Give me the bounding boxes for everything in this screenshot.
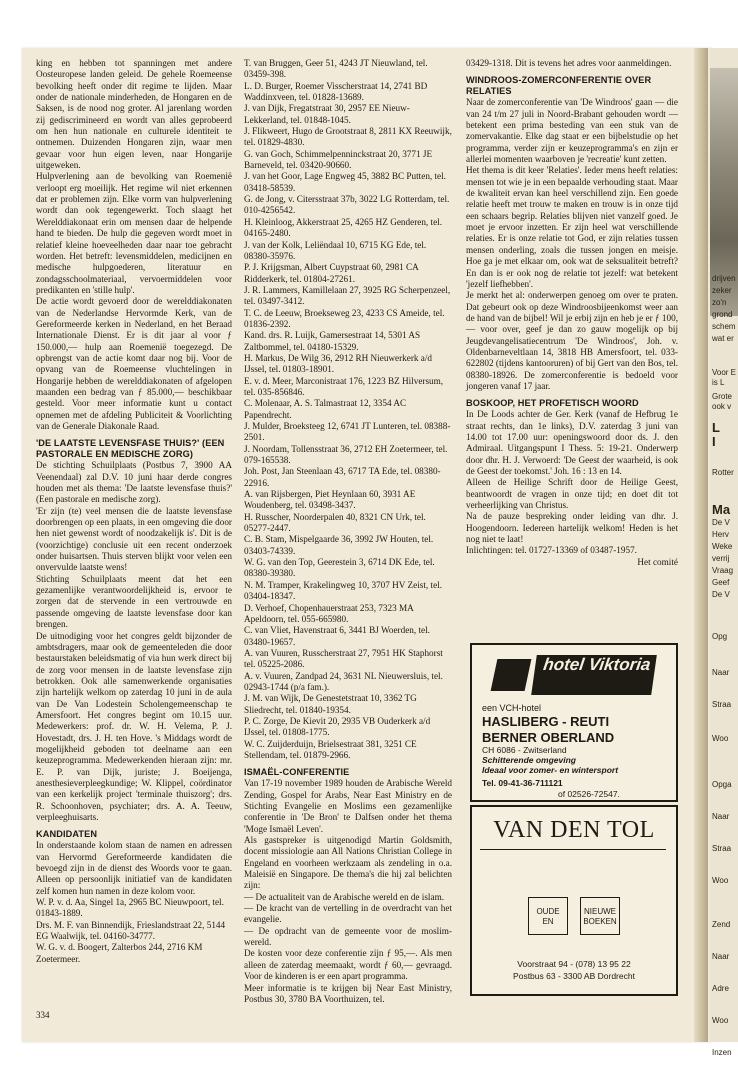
candidate-entry: J. van het Goor, Lage Engweg 45, 3882 BC Putten, tel. 03418-58539. — [244, 171, 446, 193]
paragraph: 'Er zijn (te) veel mensen die de laatste levensfase doorbrengen op een plaats, in een omgeving die door hen niet gewenst wordt of noodzakelijk is'. Dit is de (voorzichtige) conclusie uit een recent onderzoek onder huisartsen. Thuis sterven blijkt voor velen een onvervulde laatste wens! — [36, 505, 232, 573]
hotel-logo — [494, 655, 654, 695]
hotel-phone-1: Tel. 09-41-36-711121 — [482, 778, 563, 788]
hotel-place: HASLIBERG - REUTI — [482, 714, 610, 729]
edge-fragment: Opga — [712, 780, 732, 789]
candidate-entry: A. van Rijsbergen, Piet Heynlaan 60, 3931 AE Woudenberg, tel. 03498-3437. — [244, 489, 416, 511]
candidate-entry: Kand. drs. R. Luijk, Gamersestraat 14, 5301 AS Zaltbommel, tel. 04180-15329. — [244, 330, 421, 352]
edge-fragment: Straa — [712, 844, 732, 853]
edge-fragment: De V — [712, 518, 730, 527]
bookshop-address: Voorstraat 94 - (078) 13 95 22 — [517, 959, 631, 969]
candidate-entry: A. v. Vuuren, Zandpad 24, 3631 NL Nieuwersluis, tel. 02943-1744 (p/a fam.). — [244, 670, 443, 692]
paragraph: In De Loods achter de Ger. Kerk (vanaf de Hefbrug 1e straat rechts, dan 1e links), D.V. zaterdag 3 juni van 14.00 tot 17.00 uur: openingswoord door ds. J. den Admiraal. Uitgangspunt I Thess. 5: 19-21. Onderwerp door dhr. H. J. Verwoerd: 'De Geest der waarheid, is ook de Geest der toekomst.' Joh. 16 : 13 en 14. — [466, 409, 678, 476]
paragraph: Hulpverlening aan de bevolking van Roemenië verloopt erg moeilijk. Het regime wil niet erkennen dat er problemen zijn. Elke vorm van hulpverlening wordt dan ook tegengewerkt. Toch slaagt het Werelddiakonaat erin om mensen daar de helpende hand te bieden. De hulp die gegeven wordt moet in relatief kleine hoeveelheden daar naar toe gebracht worden. Het betreft: levensmiddelen, medicijnen en medische hulpgoederen, literatuur en zondagsschoolmateriaal, vervoermiddelen voor predikanten en 'stille hulp'. — [36, 171, 232, 295]
edge-fragment: I — [712, 434, 716, 449]
paragraph: Inlichtingen: tel. 01727-13369 of 03487-1957. — [466, 545, 637, 556]
section-heading: WINDROOS-ZOMERCONFERENTIE OVER RELATIES — [466, 75, 652, 97]
hotel-logo-mark-icon — [491, 659, 532, 691]
adjacent-page-edge — [710, 48, 738, 1057]
page-number: 334 — [36, 1010, 50, 1020]
candidate-entry: C. Molenaar, A. S. Talmastraat 12, 3354 AC Papendrecht. — [244, 398, 407, 420]
edge-fragment: Weke — [712, 542, 733, 551]
paragraph: In onderstaande kolom staan de namen en adressen van Hervormd Gereformeerde kandidaten die bevoegd zijn in de dienst des Woords voor te gaan. Alleen op persoonlijk initiatief van de kandidaten zelf komen hun namen in deze kolom voor. — [36, 840, 232, 896]
bookshop-title: VAN DEN TOL — [493, 817, 655, 843]
edge-fragment: Woo — [712, 734, 729, 743]
candidate-entry: J. R. Lammers, Kamillelaan 27, 3925 RG Scherpenzeel, tel. 03497-3412. — [244, 284, 451, 307]
signature: Het comité — [637, 556, 678, 567]
paragraph: De stichting Schuilplaats (Postbus 7, 3900 AA Veenendaal) zal D.V. 10 juni haar derde congres houden met als thema: 'De laatste levensfase thuis?' (Een pastorale en medische zorg). — [36, 460, 232, 505]
book-icon-old — [528, 897, 568, 935]
edge-fragment: zeker — [712, 286, 732, 295]
paragraph: Na de pauze bespreking onder leiding van dhr. J. Hoogendoorn. Iedereen hartelijk welkom! Heden is het nog niet te laat! — [466, 511, 678, 545]
candidate-entry: H. Russcher, Noorderpalen 40, 8321 CN Urk, tel. 05277-2447. — [244, 511, 426, 534]
section-heading: KANDIDATEN — [36, 829, 98, 840]
candidate-entry: D. Verhoef, Chopenhauerstraat 253, 7323 MA Apeldoorn, tel. 055-665980. — [244, 602, 414, 624]
edge-fragment: verrij — [712, 554, 730, 563]
edge-fragment: Ma — [712, 502, 731, 517]
paragraph: Als gastspreker is uitgenodigd Martin Goldsmith, docent missiologie aan All Nations Christian College in Engeland en voorheen werkzaam als zendeling in o.a. Maleisië en Singapore. De thema's die hij zal belichten zijn: — [244, 835, 452, 891]
candidate-entry: J. van Dijk, Fregatstraat 30, 2957 EE Nieuw-Lekkerland, tel. 01848-1045. — [244, 103, 410, 125]
box2-line1: NIEUWE — [584, 907, 616, 916]
candidate-entry: C. van Vliet, Havenstraat 6, 3441 BJ Woerden, tel. 03480-19657. — [244, 625, 430, 647]
candidate-entry: Drs. M. F. van Binnendijk, Frieslandstraat 22, 5144 EG Waalwijk, tel. 04160-34777. — [36, 919, 226, 942]
edge-fragment: Inzen — [712, 1048, 732, 1057]
paragraph: Naar de zomerconferentie van 'De Windroos' gaan — die van 24 t/m 27 juli in Noord-Brabant gehouden wordt — betekent een prima besteding van een stuk van de zomervakantie. Elke dag staat er een bijbelstudie op het programma, verder zijn er keuzeprogramma's en zijn er allerlei momenten waarboven je 'recreatie' kunt zetten. — [466, 97, 678, 165]
edge-fragment: De V — [712, 590, 730, 599]
edge-fragment: Naar — [712, 812, 730, 821]
candidate-entry: N. M. Tramper, Krakelingweg 10, 3707 HV Zeist, tel. 03404-18347. — [244, 579, 442, 602]
candidate-entry: P. C. Zorge, De Kievit 20, 2935 VB Ouderkerk a/d IJssel, tel. 01808-1775. — [244, 715, 431, 738]
edge-fragment: L — [712, 420, 720, 435]
candidate-entry: A. van Vuuren, Russcherstraat 27, 7951 HK Staphorst tel. 05225-2086. — [244, 647, 443, 670]
paragraph: De actie wordt gevoerd door de werelddiakonaten van de Nederlandse Hervormde Kerk, van de Gereformeerde kerken in Nederland, en het Beraad Internationale Dienst. Er is dit jaar al voor ƒ 150.000,— hulp aan Roemenië toegezegd. De opbrengst van de actie komt daar nog bij. Voor de opvang van de Roemeense vluchtelingen in Hongarije hebben de werelddiakonaten of afgelopen maanden een bedrag van ƒ 85.000,— beschikbaar gesteld. Voor meer informatie kunt u contact opnemen met de afdeling Publiciteit & Voorlichting van de Generale Diakonale Raad. — [36, 296, 232, 431]
edge-fragment: Grote — [712, 392, 733, 401]
paragraph: — De actualiteit van de Arabische wereld en de islam. — [244, 891, 445, 902]
hotel-slogan-2: Ideaal voor zomer- en wintersport — [482, 765, 619, 775]
candidate-entry: C. B. Stam, Mispelgaarde 36, 3992 JW Houten, tel. 03403-74339. — [244, 534, 434, 556]
box1-line2: EN — [542, 917, 554, 926]
edge-fragment: Geef — [712, 578, 730, 587]
paragraph: Stichting Schuilplaats meent dat het een gezamenlijke verantwoordelijkheid is, ervoor te zorgen dat de stervende in een vertrouwde en passende omgeving de laatste levensfase door kan brengen. — [36, 573, 232, 630]
candidate-entry: H. Markus, De Wilg 36, 2912 RH Nieuwerkerk a/d IJssel, tel. 01803-18901. — [244, 352, 433, 375]
edge-fragment: Herv — [712, 530, 729, 539]
paragraph: Je merkt het al: onderwerpen genoeg om over te praten. Dat gebeurt ook op deze Windroosbijeenkomst weer aan de hand van de bijbel! Wil je erbij zijn en heb je er ƒ 100,— voor over, geef je dan zo gauw mogelijk op bij Jeugdevangelisatiecentrum 'De Windroos', Joh. v. Oldenbarneveltlaan 14, 3818 HB Amersfoort, tel. 033-622802 (tijdens kantooruren) of bij Gert van den Bos, tel. 08380-18926. De zomerconferentie is bedoeld voor jongeren vanaf 17 jaar. — [466, 290, 678, 391]
section-heading: 'DE LAATSTE LEVENSFASE THUIS?' (EEN PASTORALE EN MEDISCHE ZORG) — [36, 438, 225, 460]
candidate-entry: W. C. Zuijderduijn, Brielsestraat 381, 3251 CE Stellendam, tel. 01879-2966. — [244, 738, 417, 760]
candidate-entry: W. G. van den Top, Geerestein 3, 6714 DK Ede, tel. 08380-39380. — [244, 557, 435, 579]
candidate-entry: W. P. v. d. Aa, Singel 1a, 2965 BC Nieuwpoort, tel. 01843-1889. — [36, 897, 224, 919]
edge-fragment: Woo — [712, 876, 729, 885]
candidate-entry: G. van Goch, Schimmelpenninckstraat 20, 3771 JE Barneveld, tel. 03420-90660. — [244, 148, 433, 171]
edge-fragment: zo'n — [712, 298, 727, 307]
candidate-entry: L. D. Burger, Roemer Visscherstraat 14, 2741 BD Waddinxveen, tel. 01828-13689. — [244, 80, 428, 103]
paragraph: — De opdracht van de gemeente voor de moslim-wereld. — [244, 925, 452, 948]
candidate-entry: J. Mulder, Broeksteeg 12, 6741 JT Lunteren, tel. 08388-2501. — [244, 421, 451, 443]
candidate-entry: H. Kleinloog, Akkerstraat 25, 4265 HZ Genderen, tel. 04165-2480. — [244, 216, 442, 239]
candidate-entry: Joh. Post, Jan Steenlaan 43, 6717 TA Ede, tel. 08380-22916. — [244, 466, 441, 488]
bookshop-postbus: Postbus 63 - 3300 AB Dordrecht — [513, 971, 635, 981]
paragraph: 03429-1318. Dit is tevens het adres voor aanmeldingen. — [466, 58, 672, 68]
edge-fragment: Opg — [712, 632, 728, 641]
column-2 — [244, 58, 452, 1018]
book-icon-new — [580, 897, 620, 935]
box2-line2: BOEKEN — [583, 917, 617, 926]
edge-fragment: is L — [712, 378, 725, 387]
candidate-entry: J. Noordam, Tollensstraat 36, 2712 EH Zoetermeer, tel. 079-165538. — [244, 443, 448, 466]
candidate-entry: J. M. van Wijk, De Genestetstraat 10, 3362 TG Sliedrecht, tel. 01840-19354. — [244, 693, 417, 715]
hotel-chain: een VCH-hotel — [482, 703, 542, 713]
edge-fragment: Zend — [712, 920, 731, 929]
candidate-entry: T. C. de Leeuw, Broekseweg 23, 4233 CS Ameide, tel. 01836-2392. — [244, 307, 445, 329]
van-den-tol-advertisement — [470, 805, 678, 996]
paragraph: king en hebben tot spanningen met andere Oosteuropese landen geleid. De gehele Roemeense bevolking heeft onder dit regime te lijden. Maar onder de nationale minderheden, de Hongaren en de Saksen, is de nood nog groter. Al jarenlang worden zij gediscrimineerd en wordt van alles geprobeerd om hen hun nationale en culturele identiteit te ontnemen. Duizenden Hongaren zijn, waar men gevaar voor hun eigen leven, naar Hongarije uitgeweken. — [36, 58, 232, 171]
candidate-entry: G. de Jong, v. Citersstraat 37b, 3022 LG Rotterdam, tel. 010-4256542. — [244, 194, 450, 216]
hotel-logo-text: hotel Viktoria — [531, 655, 657, 695]
page-spine-shadow — [694, 48, 708, 1042]
section-heading: BOSKOOP, HET PROFETISCH WOORD — [466, 398, 639, 409]
edge-fragment: ook v — [712, 402, 732, 411]
edge-fragment: Straa — [712, 700, 732, 709]
edge-fragment: Rotter — [712, 468, 734, 477]
candidate-entry: J. van der Kolk, Leliëndaal 10, 6715 KG Ede, tel. 08380-35976. — [244, 239, 427, 261]
edge-fragment: Naar — [712, 668, 730, 677]
edge-fragment: Adre — [712, 984, 729, 993]
candidate-entry: J. Flikweert, Hugo de Grootstraat 8, 2811 KX Reeuwijk, tel. 01829-4830. — [244, 126, 452, 148]
edge-fragment: drijven — [712, 274, 736, 283]
candidate-entry: P. J. Krijgsman, Albert Cuypstraat 60, 2981 CA Ridderkerk, tel. 01804-27261. — [244, 262, 419, 284]
edge-fragment: Voor E — [712, 368, 737, 377]
candidate-entry: T. van Bruggen, Geer 51, 4243 JT Nieuwland, tel. 03459-398. — [244, 58, 428, 80]
candidate-entry: E. v. d. Meer, Marconistraat 176, 1223 BZ Hilversum, tel. 035-856846. — [244, 375, 444, 397]
ad-divider — [480, 849, 666, 850]
edge-fragment: Naar — [712, 952, 730, 961]
paragraph: De uitnodiging voor het congres geldt bijzonder de ambtsdragers, maar ook de gemeenteleden die door bestaurstaken beleidsmatig of via hun werk direct bij de zorg voor mensen in de laatste levensfase zijn betrokken. Ook alle samenwerkende organisaties zijn hartelijk welkom op zaterdag 10 juni in de aula van De Van Lodestein Scholengemeenschap te Amersfoort. Het congres begint om 10.15 uur. Medewerkers: prof. dr. W. H. Velema, P. J. Hovestadt, drs. J. H. ten Hove. 's Middags wordt de mogelijkheid geboden tot deelname aan een keuzeprogramma. Medewerkenden hieraan zijn: mr. E. P. van Dijk, juriste; J. Boeijenga, anesthesieverpleegkundige; W. Klippel, coördinator van een kerkelijk project 'terminale thuiszorg'; drs. R. Schoonhoven, psychiater; drs. A. A. Teeuw, verpleeghuisarts. — [36, 630, 232, 822]
edge-fragment: schem — [712, 322, 736, 331]
candidate-entry: W. G. v. d. Boogert, Zalterbos 244, 2716 KM Zoetermeer. — [36, 942, 203, 964]
paragraph: Meer informatie is te krijgen bij Near East Ministry, Postbus 30, 3780 BA Voorthuizen, tel. — [244, 982, 452, 1004]
paragraph: Alleen de Heilige Schrift door de Heilige Geest, beantwoordt de vragen in onze tijd; en doet dit tot verheerlijking van Christus. — [466, 477, 678, 511]
edge-fragment: wat er — [712, 334, 734, 343]
box1-line1: OUDE — [536, 907, 560, 916]
hotel-slogan-1: Schitterende omgeving — [482, 755, 576, 765]
paragraph: De kosten voor deze conferentie zijn ƒ 95,—. Als men alleen de zaterdag meemaakt, wordt ƒ 60,— gevraagd. Voor de kinderen is er een apart programma. — [244, 948, 452, 982]
edge-fragment: grond — [712, 310, 733, 319]
paragraph: Het thema is dit keer 'Relaties'. Ieder mens heeft relaties: mensen tot wie je in een bepaalde verhouding staat. Maar de kwaliteit ervan kan heel verschillend zijn. Een goede relatie heeft met trouw te maken en trouw is in onze tijd een schaars begrip. Relaties blijven niet vanzelf goed. Je moet je ervoor inzetten. Er zijn heel wat verschillende relaties. Er is onze relatie tot God, er zijn relaties tussen mensen onderling, zoals die tussen jongen en meisje. Hoe ga je met elkaar om, ook wat de seksualiteit betreft? En dan is er ook nog de relatie tot jezelf: wat betekent 'jezelf liefhebben'. — [466, 165, 678, 289]
hotel-zip: CH 6086 - Zwitserland — [482, 745, 567, 755]
edge-fragment: Woo — [712, 1016, 729, 1025]
edge-fragment: Vraag — [712, 566, 734, 575]
hotel-phone-2: of 02526-72547. — [558, 789, 620, 799]
hotel-region: BERNER OBERLAND — [482, 730, 615, 745]
column-1 — [36, 58, 232, 1018]
hotel-viktoria-advertisement — [470, 643, 678, 802]
paragraph: — De kracht van de vertelling in de overdracht van het evangelie. — [244, 903, 452, 925]
paragraph: Van 17-19 november 1989 houden de Arabische Wereld Zending, Gospel for Arabs, Near East Ministry en de Stichting Evangelie en Moslims een gezamenlijke conferentie in 'De Bron' te Dalfsen onder het thema 'Moge Ismaël Leven'. — [244, 778, 452, 834]
section-heading: ISMAËL-CONFERENTIE — [244, 767, 350, 778]
